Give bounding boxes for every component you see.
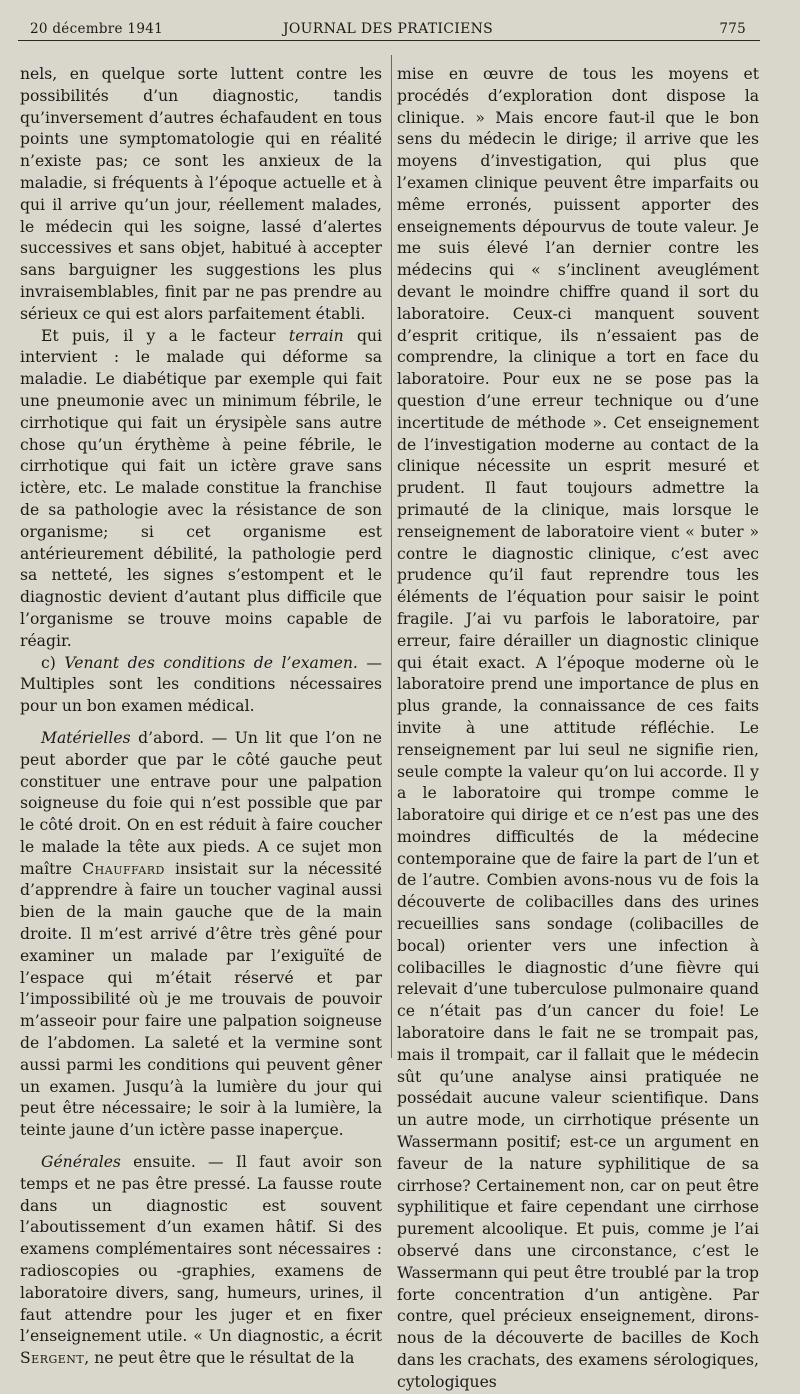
paragraph: mise en œuvre de tous les moyens et procédés d’exploration dont dispose la clinique. » Mais encore faut-il que le bon sens du médecin le dirige; il arrive que les moyens d’investigation, qui plus que l’examen clinique peuvent être imparfaits ou même erronés, puissent apporter des enseignements dépourvus de toute valeur. Je me suis élevé l’an dernier contre les médecins qui « s’inclinent aveuglément devant le moindre chiffre quand il sort du laboratoire. Ceux-ci manquent souvent d’esprit critique, ils n’essaient pas de comprendre, la clinique a tort en face du laboratoire. Pour eux ne se pose pas la question d’une erreur technique ou d’une incertitude de méthode ». Cet enseignement de l’investigation moderne au contact de la clinique nécessite un esprit mesuré et prudent. Il faut toujours admettre la primauté de la clinique, mais lorsque le renseignement de laboratoire vient « buter » contre le diagnostic clinique, c’est avec prudence qu’il faut reprendre tous les éléments de l’équation pour saisir le point fragile. J’ai vu parfois le laboratoire, par erreur, faire dérailler un diagnostic clinique qui était exact. A l’époque moderne où le laboratoire prend une importance de plus en plus grande, la connaissance de ces faits invite à une attitude réfléchie. Le renseignement par lui seul ne signifie rien, seule compte la valeur qu’on lui accorde. Il y a le laboratoire qui trompe comme le laboratoire qui dirige et ce n’est pas une des moindres difficultés de la médecine contemporaine que de faire la part de l’un et de l’autre. Combien avons-nous vu de fois la découverte de colibacilles dans des urines recueillies sans sondage (colibacilles de bocal) orienter vers une infection à colibacilles le diagnostic d’une fièvre qui relevait d’une tuberculose pulmonaire quand ce n’était pas d’un cancer du foie! Le laboratoire dans le fait ne se trompait pas, mais il trompait, car il fallait que le médecin sût qu’une analyse ainsi pratiquée ne possédait aucune valeur scientifique. Dans un autre mode, un cirrhotique présente un Wassermann positif; est-ce un argument en faveur de la nature syphilitique de sa cirrhose? Certainement non, car on peut être syphilitique et faire cependant une cirrhose purement alcoolique. Et puis, comme je l’ai observé dans une circonstance, c’est le Wassermann qui peut être troublé par la trop forte concentration d’un antigène. Par contre, quel précieux enseignement, dirons-nous de la découverte de bacilles de Koch dans les crachats, des examens sérologiques, cytologiques [397,65,759,1391]
left-column [20,64,382,1370]
paragraph-terrain: Et puis, il y a le facteur terrain qui intervient : le malade qui déforme sa maladie. Le diabétique par exemple qui fait une pneumonie avec un minimum fébrile, le cirrhotique qui fait un érysipèle sans autre chose qu’un érythème à peine fébrile, le cirrhotique qui fait un ictère grave sans ictère, etc. Le malade constitue la franchise de sa pathologie avec la résistance de son organisme; si cet organisme est antérieurement débilité, la pathologie perd sa netteté, les signes s’estompent et le diagnostic devient d’autant plus difficile que l’organisme se trouve moins capable de réagir. [20,326,382,650]
paragraph-materielles: Matérielles d’abord. — Un lit que l’on ne peut aborder que par le côté gauche peut constituer une entrave pour une palpation soigneuse du foie qui n’est possible que par le côté droit. On en est réduit à faire coucher le malade la tête aux pieds. A ce sujet mon maître Chauffard insistait sur la nécessité d’apprendre à faire un toucher vaginal aussi bien de la main gauche que de la main droite. Il m’est arrivé d’être très gêné pour examiner un malade par l’exiguïté de l’espace qui m’était réservé et par l’impossibilité où je me trouvais de pouvoir m’asseoir pour faire une palpation soigneuse de l’abdomen. La saleté et la vermine sont aussi parmi les conditions qui peuvent gêner un examen. Jusqu’à la lumière du jour qui peut être nécessaire; le soir à la lumière, la teinte jaune d’un ictère passe inaperçue. [20,728,382,1140]
journal-title: JOURNAL DES PRATICIENS [282,21,494,37]
right-column [397,64,759,1394]
header-date: 20 décembre 1941 [30,21,163,37]
header-rule [18,40,760,41]
paragraph: nels, en quelque sorte luttent contre les possibilités d’un diagnostic, tandis qu’inversement d’autres échafaudent en tous points une symptomatologie qui en réalité n’existe pas; ce sont les anxieux de la maladie, si fréquents à l’époque actuelle et à qui il arrive qu’un jour, réellement malades, le médecin qui les soigne, lassé d’alertes successives et sans objet, habitué à accepter sans barguigner les suggestions les plus invraisemblables, finit par ne pas prendre au sérieux ce qui est alors parfaitement établi. [20,65,382,323]
author-name: Chauffard [82,859,165,878]
page-number: 775 [719,21,746,37]
column-divider [391,55,392,1058]
page-header [20,18,756,42]
author-name: Sergent [20,1349,85,1368]
paragraph-conditions-examen: c) Venant des conditions de l’examen. — Multiples sont les conditions nécessaires pour un bon examen médical. [20,653,382,716]
paragraph-generales: Générales ensuite. — Il faut avoir son temps et ne pas être pressé. La fausse route dans un diagnostic est souvent l’aboutissement d’un examen hâtif. Si des examens complémentaires sont nécessaires : radioscopies ou -graphies, examens de laboratoire divers, sang, humeurs, urines, il faut attendre pour les juger et en fixer l’enseignement utile. « Un diagnostic, a écrit Sergent, ne peut être que le résultat de la [20,1153,382,1368]
